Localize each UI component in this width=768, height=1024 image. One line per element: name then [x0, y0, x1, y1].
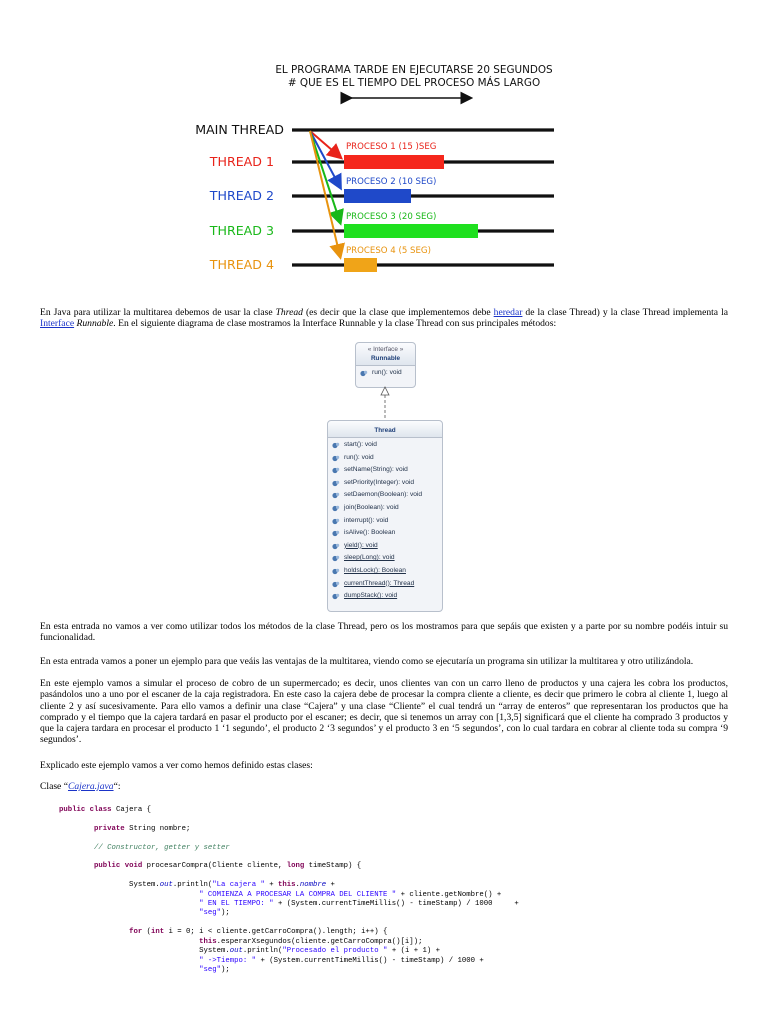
uml-method-text: setName(String): void [344, 466, 408, 474]
clase-prefix: Clase “ [40, 781, 68, 792]
runnable-header [356, 343, 415, 366]
process3-label: PROCESO 3 (20 SEG) [346, 212, 437, 222]
thread-class-name: Thread [374, 427, 396, 434]
method-icon [360, 370, 368, 377]
uml-method-row [328, 565, 442, 578]
code-line: for (int i = 0; i < cliente.getCarroCompra().length; i++) { [129, 928, 388, 937]
uml-method-text: sleep(Long): void [344, 554, 395, 562]
uml-method-row [328, 464, 442, 477]
process4-bar [344, 258, 377, 272]
method-icon [332, 480, 340, 487]
diagram-header-line2: # QUE ES EL TIEMPO DEL PROCESO MÁS LARGO [287, 77, 541, 89]
paragraph-explicado: Explicado este ejemplo vamos a ver como hemos definido estas clases: [40, 760, 313, 771]
interface-link[interactable]: Interface [40, 318, 75, 330]
code-line: public class Cajera { [59, 806, 151, 814]
uml-method-row [328, 552, 442, 565]
uml-method-text: run(): void [344, 453, 374, 461]
uml-method-text: interrupt(): void [344, 516, 389, 524]
main-thread-label: MAIN THREAD [195, 122, 284, 137]
thread2-label: THREAD 2 [209, 188, 274, 203]
method-icon [332, 492, 340, 499]
cajera-code-block [59, 806, 519, 975]
uml-method-row [328, 452, 442, 465]
method-icon [332, 581, 340, 588]
code-line [59, 815, 519, 824]
thread1-label: THREAD 1 [209, 154, 274, 169]
thread-class-box [327, 420, 443, 612]
method-icon [332, 555, 340, 562]
paragraph-multitarea: En esta entrada vamos a poner un ejemplo para que veáis las ventajas de la multitarea, viendo como se ejecutaría un programa sin utilizar la multitarea y otro utilizándola. [40, 656, 694, 667]
heredar-link[interactable]: heredar [493, 307, 523, 318]
uml-method-text: setDaemon(Boolean): void [344, 491, 423, 499]
uml-method-text: dumpStack(): void [344, 592, 398, 600]
method-icon [332, 442, 340, 449]
runnable-name: Runnable [370, 355, 401, 362]
uml-method-text: run(): void [372, 369, 402, 376]
interface-stereotype: « Interface » [367, 346, 404, 353]
process4-label: PROCESO 4 (5 SEG) [346, 246, 431, 256]
method-icon [332, 593, 340, 600]
uml-method-text: setPriority(Integer): void [344, 478, 414, 486]
intro-text: . En el siguiente diagrama de clase mostramos la Interface Runnable y la clase Thread con sus principales métodos: [113, 318, 557, 330]
code-line [59, 919, 519, 928]
intro-text: En Java para utilizar la multitarea debemos de usar la clase [40, 307, 276, 318]
method-icon [332, 505, 340, 512]
implements-connector [375, 386, 395, 420]
code-line: " ->Tiempo: " + (System.currentTimeMillis() - timeStamp) / 1000 + [199, 956, 484, 965]
code-line [59, 872, 519, 881]
process1-label: PROCESO 1 (15 )SEG [346, 142, 437, 152]
code-line: " EN EL TIEMPO: " + (System.currentTimeMillis() - timeStamp) / 1000 + [199, 900, 519, 909]
code-line: this.esperarXsegundos(cliente.getCarroCompra()[i]); [199, 937, 423, 946]
process3-bar [344, 224, 478, 238]
uml-method-row [328, 515, 442, 528]
method-icon [332, 467, 340, 474]
uml-method-text: start(): void [344, 441, 377, 448]
uml-method-row [328, 527, 442, 540]
multithread-diagram [0, 0, 768, 300]
diagram-header-line1: EL PROGRAMA TARDE EN EJECUTARSE 20 SEGUNDOS [275, 64, 553, 76]
method-icon [332, 518, 340, 525]
intro-text: (es decir que la clase que implementemos debe [302, 307, 494, 318]
code-line: // Constructor, getter y setter [94, 843, 230, 852]
uml-method-row [356, 367, 415, 380]
method-icon [332, 530, 340, 537]
paragraph-methods-note: En esta entrada no vamos a ver como utilizar todos los métodos de la clase Thread, pero os los mostramos para que sepáis que existen y a parte por su nombre podéis intuir su funcionalidad. [40, 621, 728, 644]
code-line: "seg"); [199, 965, 230, 974]
process2-label: PROCESO 2 (10 SEG) [346, 177, 437, 187]
code-line: System.out.println("La cajera " + this.nombre + [59, 881, 335, 890]
code-line: System.out.println("Procesado el producto " + (i + 1) + [59, 947, 440, 956]
uml-method-text: currentThread(): Thread [344, 579, 415, 587]
method-icon [332, 455, 340, 462]
code-line: private String nombre; [94, 824, 191, 833]
uml-method-row [328, 578, 442, 591]
thread4-label: THREAD 4 [209, 257, 274, 272]
cajera-java-link[interactable]: Cajera.java [67, 781, 114, 792]
code-line [59, 853, 519, 862]
uml-method-row [328, 489, 442, 502]
process2-bar [344, 189, 411, 203]
uml-method-row [328, 439, 442, 452]
paragraph-supermercado: En este ejemplo vamos a simular el proceso de cobro de un supermercado; es decir, unos clientes van con un carro lleno de productos y una cajera les cobra los productos, pasándolos uno a uno por el escaner de la caja registradora. En este caso la cajera debe de procesar la compra cliente a cliente, es decir que primero le cobra al cliente 1, luego al cliente 2 y así sucesivamente. Para ello vamos a definir una clase “Cajera” y una clase “Cliente” el cual tendrá un “array de enteros” que representaran los productos que ha comprado y el tiempo que la cajera tardará en pasar el producto por el escaner; es decir, que si tenemos un array con [1,3,5] significará que el cliente ha comprado 3 productos y que la cajera tardara en procesar el producto 1 ‘1 segundo’, el producto 2 ‘3 segundos’ y el producto 3 en ‘5 segundos’, con lo cual tardara en cobrar al cliente toda su compra ‘9 segundos’. [40, 678, 728, 746]
clase-suffix: “: [113, 781, 121, 792]
runnable-interface-box [355, 342, 416, 388]
uml-method-row [328, 540, 442, 553]
code-line [59, 834, 519, 843]
uml-method-text: join(Boolean): void [344, 503, 399, 511]
thread-term: Thread [275, 307, 303, 318]
code-line: " COMIENZA A PROCESAR LA COMPRA DEL CLIENTE " + cliente.getNombre() + [199, 890, 502, 899]
arrow-to-process4 [310, 131, 340, 256]
clase-cajera-caption [40, 781, 728, 792]
uml-method-row [328, 502, 442, 515]
intro-text: de la clase Thread) y la clase Thread implementa la [522, 307, 728, 318]
uml-method-text: isAlive(): Boolean [344, 529, 396, 537]
thread-header [328, 421, 442, 438]
uml-method-row [328, 477, 442, 490]
code-line: "seg"); [199, 909, 230, 918]
uml-method-text: yield(): void [344, 541, 378, 549]
intro-paragraph [40, 307, 728, 330]
thread-methods [328, 438, 442, 603]
uml-method-row [328, 590, 442, 603]
code-line: public void procesarCompra(Cliente cliente, long timeStamp) { [94, 862, 362, 871]
uml-method-text: holdsLock(): Boolean [344, 566, 406, 574]
process1-bar [344, 155, 444, 169]
method-icon [332, 568, 340, 575]
runnable-methods [356, 366, 415, 380]
method-icon [332, 543, 340, 550]
thread3-label: THREAD 3 [209, 223, 274, 238]
runnable-term: Runnable [76, 318, 114, 330]
